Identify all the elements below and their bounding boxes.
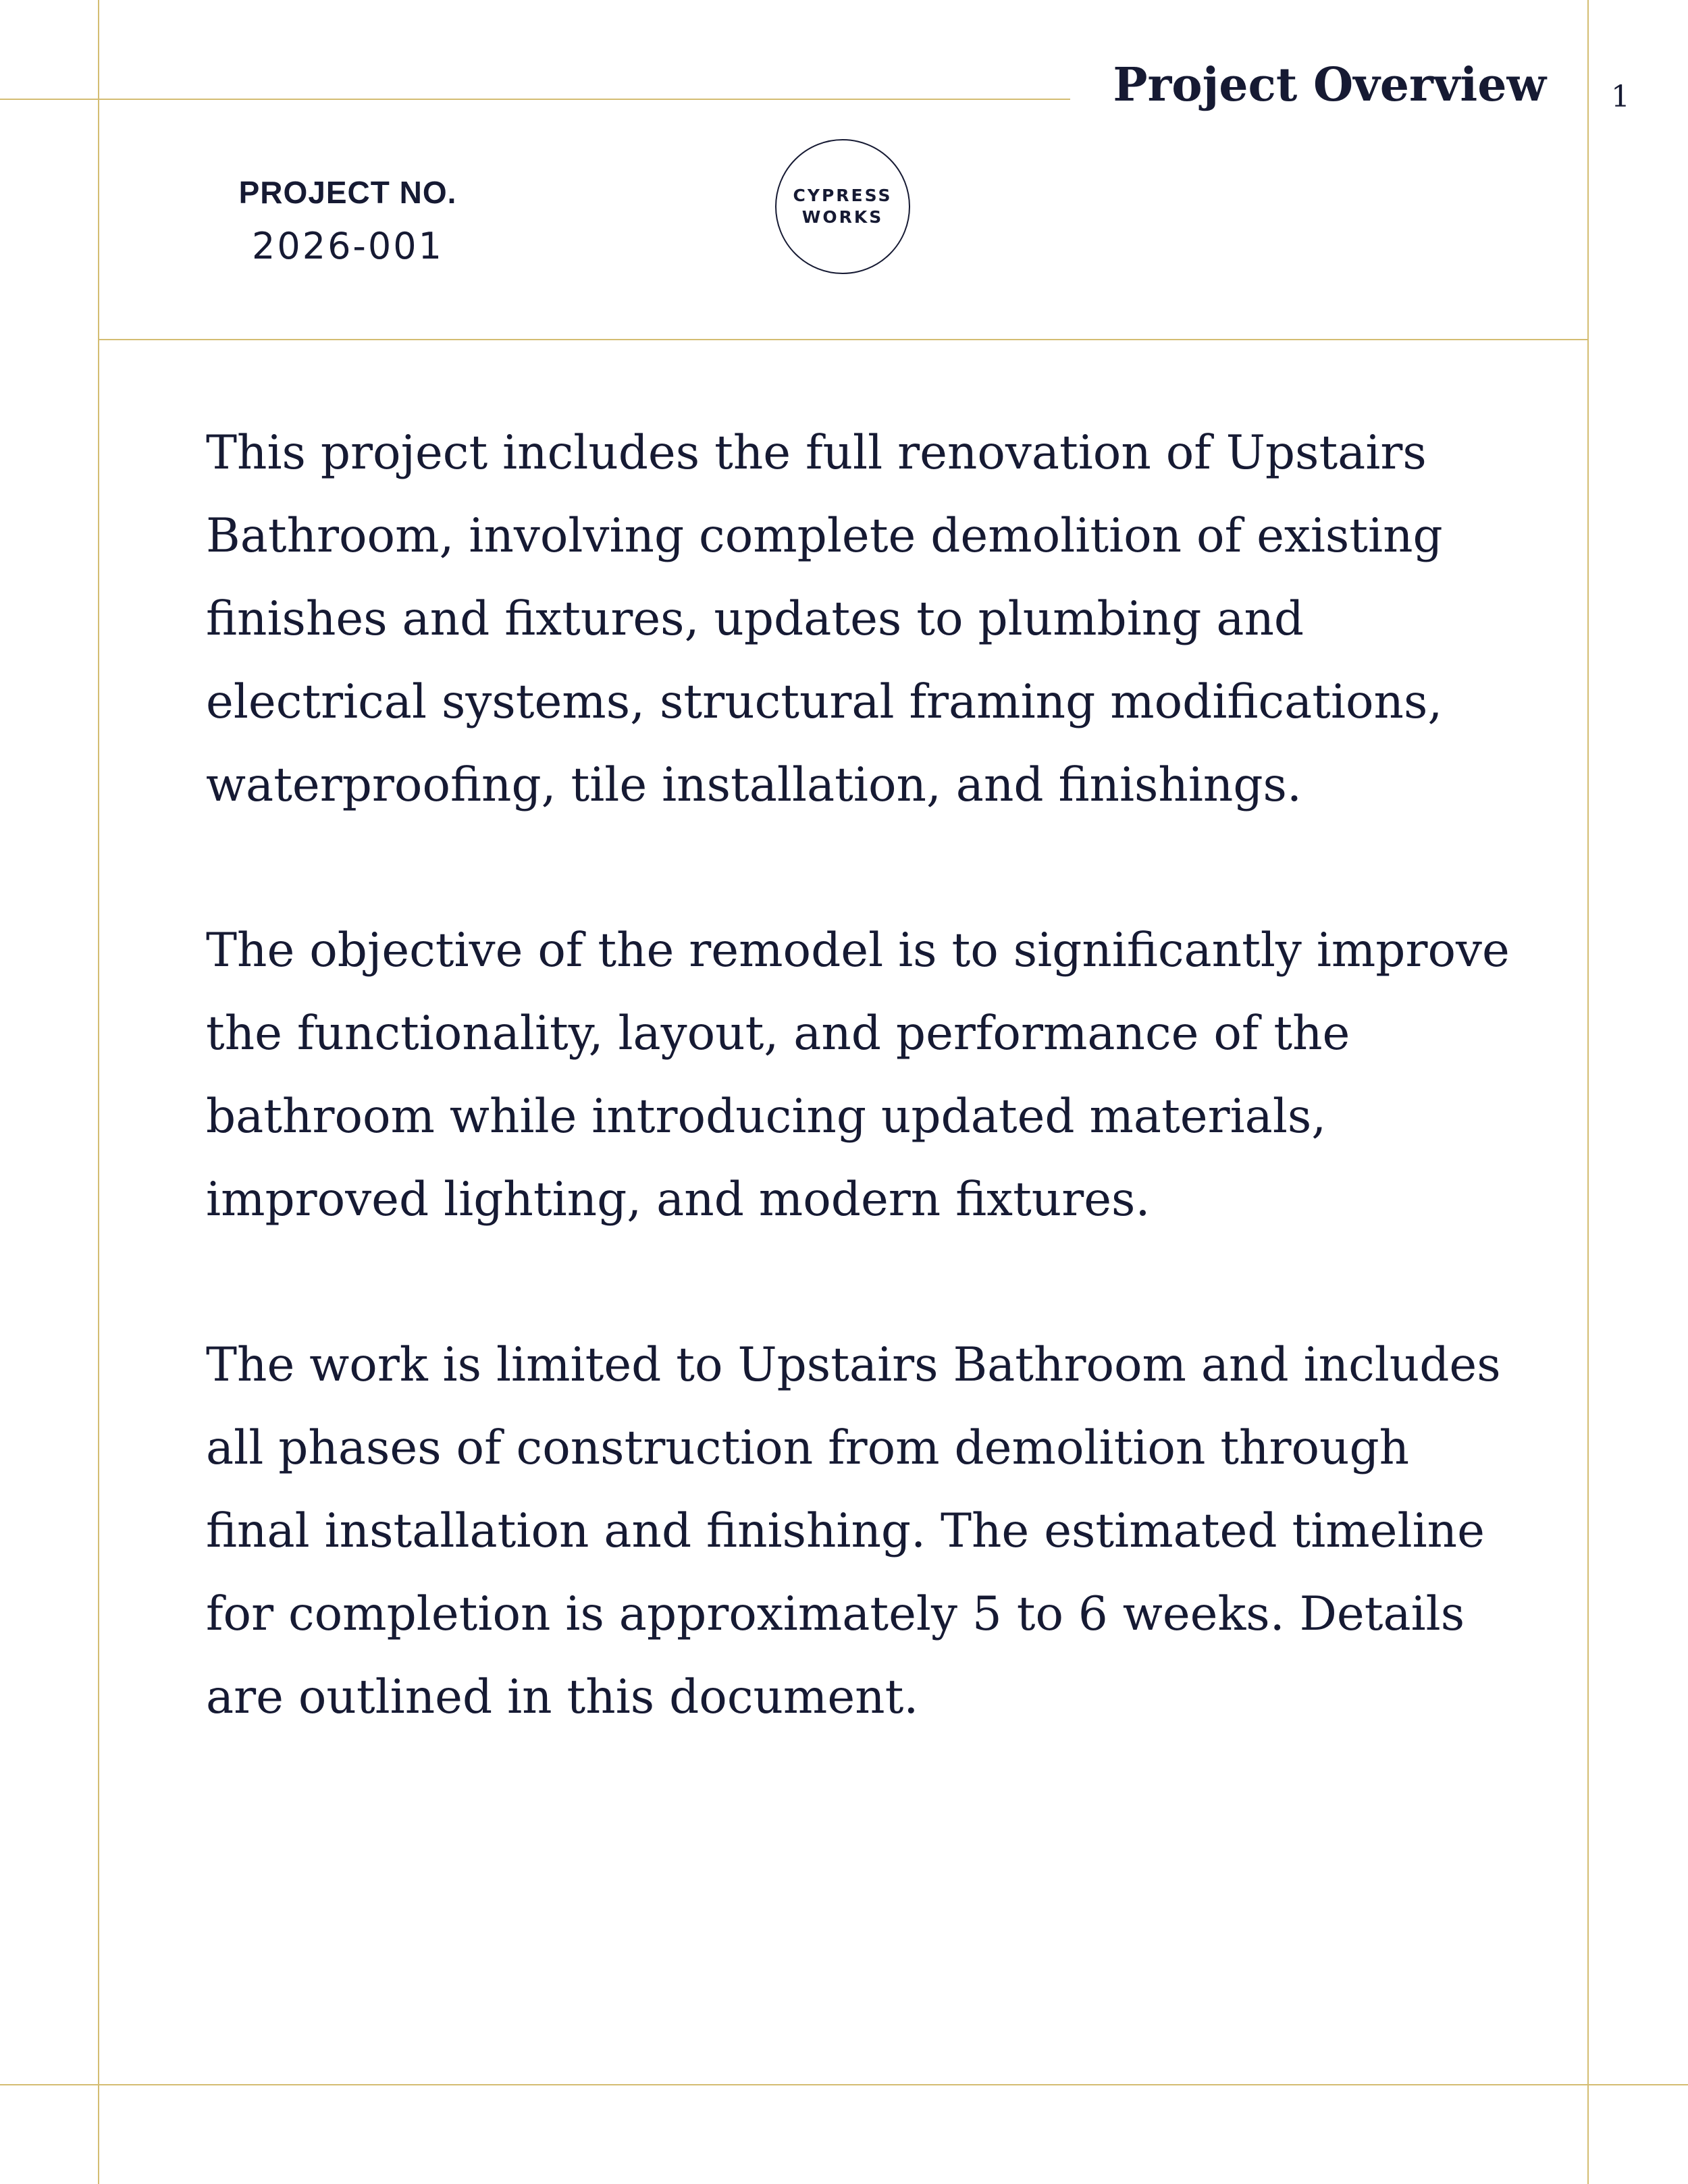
left-margin-rule — [98, 0, 99, 2184]
overview-body — [206, 412, 1516, 1821]
footer-rule — [0, 2084, 1688, 2085]
overview-paragraph-3: The work is limited to Upstairs Bathroom and includes all phases of construction from demolition through final installation and finishing. The estimated timeline for completion is approximately 5 to 6 weeks. Details are outlined in this document. — [206, 1338, 1501, 1724]
overview-paragraph-1: This project includes the full renovation of Upstairs Bathroom, involving complete demolition of existing finishes and fixtures, updates to plumbing and electrical systems, structural framing modifications, waterproofing, tile installation, and finishings. — [206, 426, 1443, 812]
project-number-block — [203, 177, 493, 265]
project-number-value: 2026-001 — [252, 225, 444, 267]
logo-line-1: CYPRESS — [793, 185, 893, 205]
header-bottom-rule — [98, 339, 1589, 340]
page-number: 1 — [1611, 80, 1630, 114]
company-logo — [775, 139, 910, 274]
right-margin-rule — [1587, 0, 1589, 2184]
header-top-rule — [0, 99, 1070, 100]
logo-line-2: WORKS — [801, 207, 884, 227]
section-title: Project Overview — [1113, 58, 1546, 112]
overview-paragraph-2: The objective of the remodel is to significantly improve the functionality, layout, and performance of the bathroom while introducing updated materials, improved lighting, and modern fixtures. — [206, 924, 1510, 1227]
project-number-label: PROJECT NO. — [238, 175, 457, 210]
